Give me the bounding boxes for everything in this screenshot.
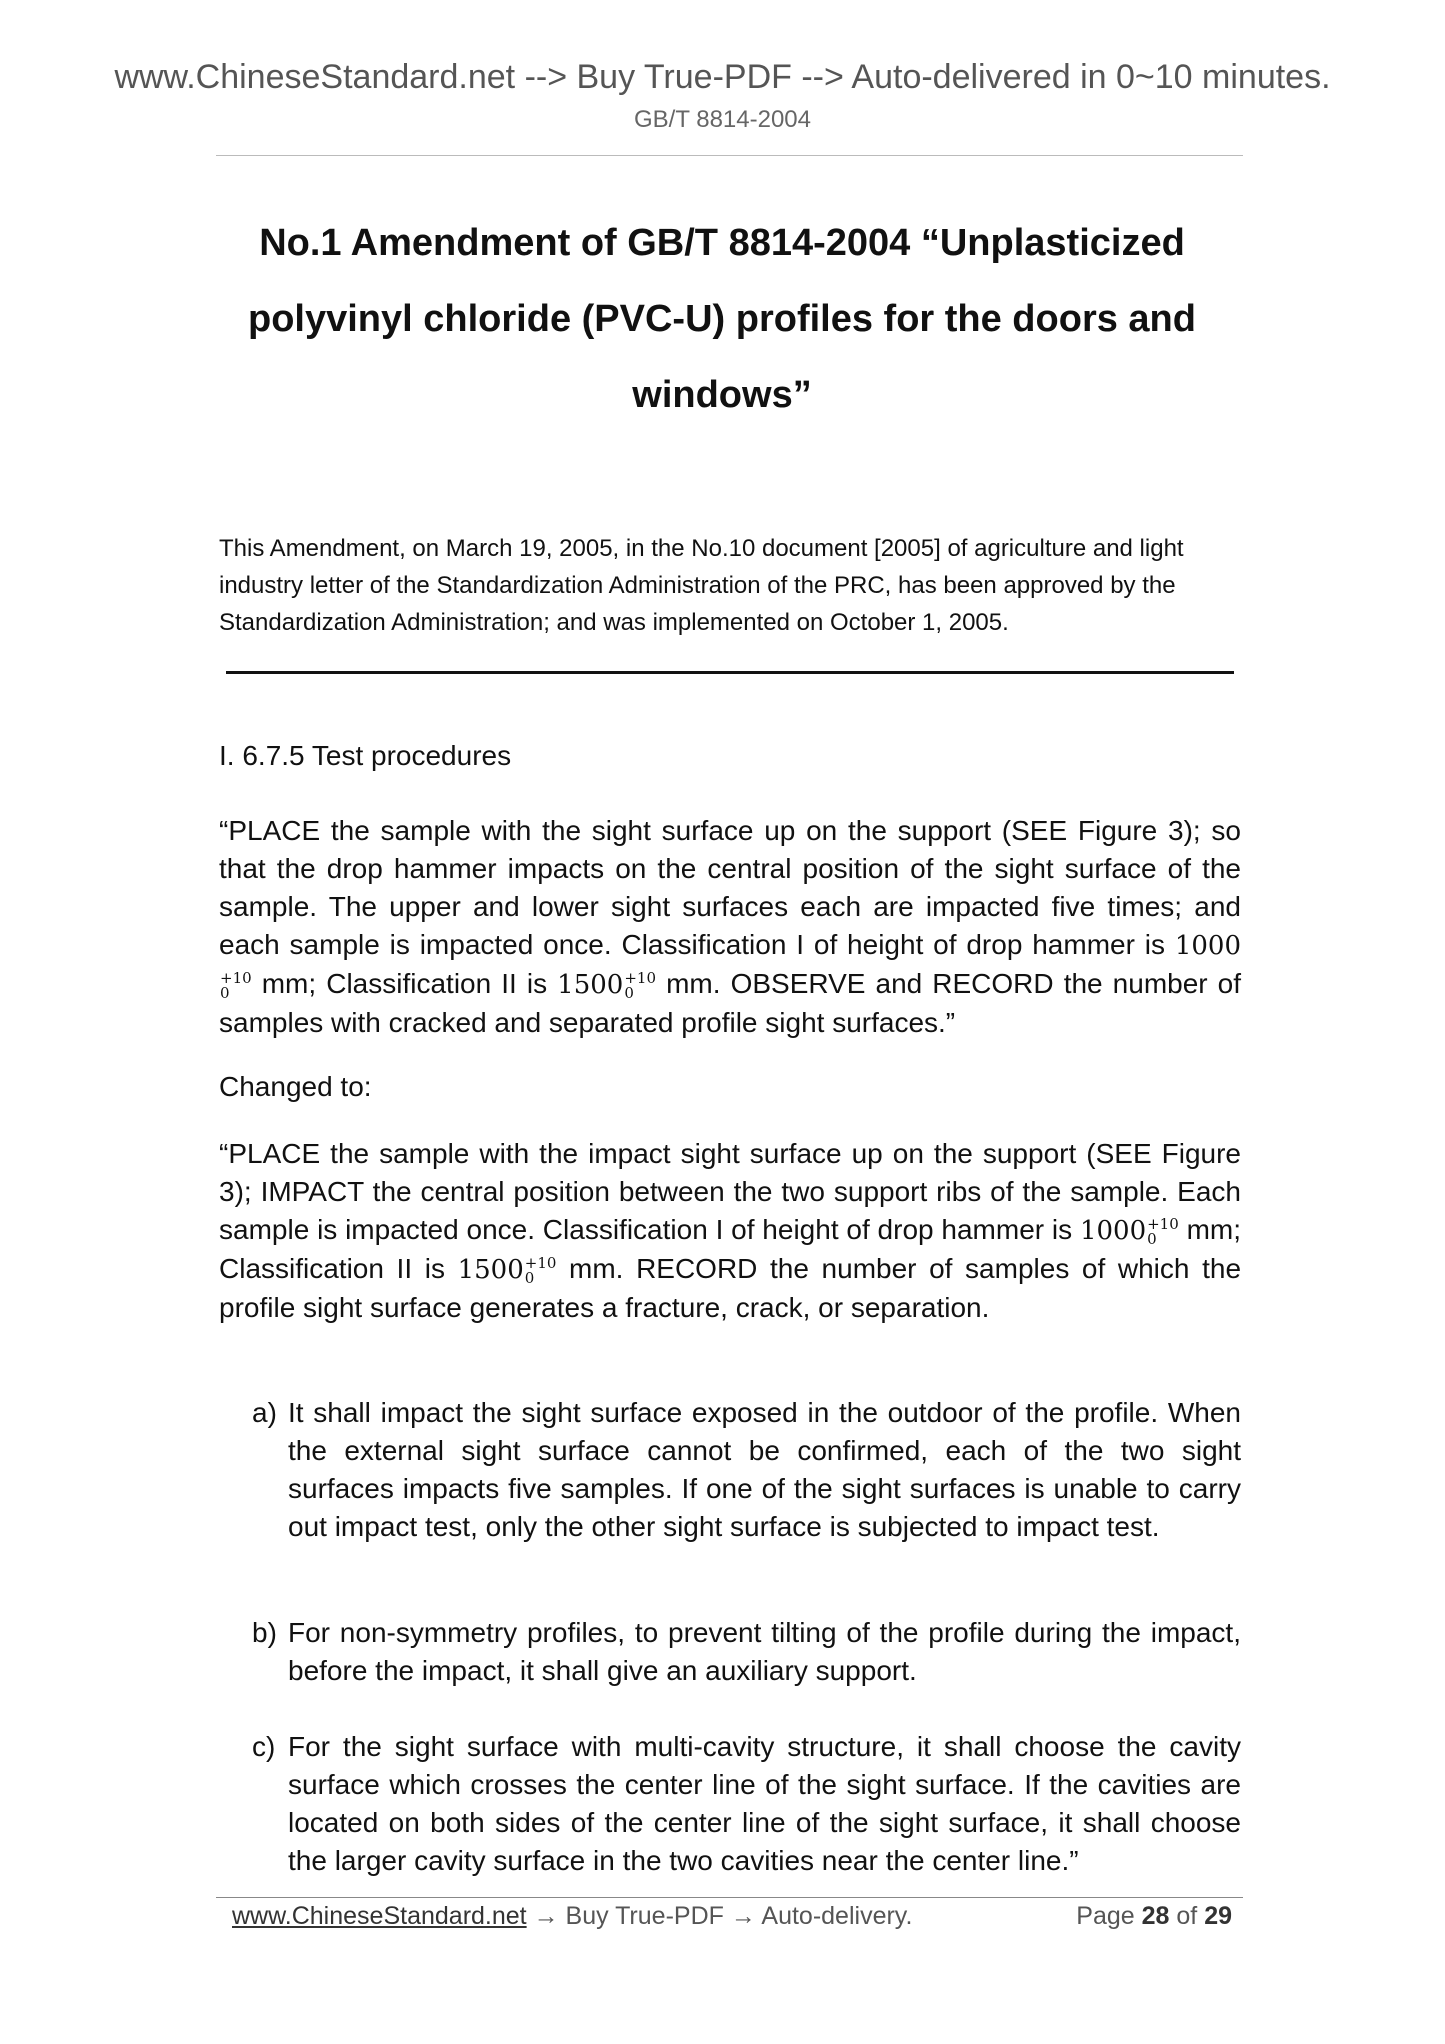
header-site-line: www.ChineseStandard.net --> Buy True-PDF --> Auto-delivered in 0~10 minutes. (114, 58, 1331, 96)
footer-divider (216, 1897, 1243, 1898)
page-indicator (1076, 1902, 1232, 1931)
list-item (252, 1614, 1241, 1690)
original-text-paragraph (219, 812, 1241, 1042)
original-height-class-2: 1500 (557, 970, 624, 1000)
page-label: Page (1076, 1902, 1135, 1930)
tolerance-lower: 0 (524, 1268, 535, 1287)
changed-height-class-2: 1500 (457, 1255, 524, 1285)
title-line-3: windows” (632, 374, 812, 416)
tolerance-upper: +10 (524, 1253, 557, 1272)
original-text-part-3: mm. OBSERVE and RECORD the number of samples with cracked and separated profile sight surfaces.” (219, 968, 1242, 1038)
header-doc-code: GB/T 8814-2004 (633, 106, 811, 133)
original-height-class-1: 1000 (1174, 931, 1241, 961)
amendment-intro: This Amendment, on March 19, 2005, in the No.10 document [2005] of agriculture and light industry letter of the Standardization Administration of the PRC, has been approved by the Standardization Administration; and was implemented on October 1, 2005. (219, 535, 1184, 636)
document-title (200, 205, 1244, 433)
page-total: 29 (1204, 1902, 1232, 1930)
footer-tagline: → Buy True-PDF → Auto-delivery. (526, 1902, 913, 1930)
page-footer (232, 1902, 1232, 1931)
list-item (252, 1728, 1241, 1880)
changed-text-paragraph (219, 1135, 1241, 1327)
list-item-text: It shall impact the sight surface exposed in the outdoor of the profile. When the external sight surface cannot be confirmed, each of the two sight surfaces impacts five samples. If one of the sight surfaces is unable to carry out impact test, only the other sight surface is subjected to impact test. (288, 1397, 1241, 1542)
list-item-text: For the sight surface with multi-cavity structure, it shall choose the cavity surface which crosses the center line of the sight surface. If the cavities are located on both sides of the center line of the sight surface, it shall choose the larger cavity surface in the two cavities near the center line.” (288, 1731, 1241, 1876)
changed-tolerance-1 (1147, 1214, 1179, 1248)
original-tolerance-1 (220, 968, 252, 1002)
original-tolerance-2 (624, 968, 656, 1002)
title-line-1: No.1 Amendment of GB/T 8814-2004 “Unplasticized (259, 222, 1185, 264)
original-text-part-2: mm; Classification II is (261, 968, 548, 999)
header-divider (216, 155, 1243, 156)
changed-text-part-1: “PLACE the sample with the impact sight surface up on the support (SEE Figure 3); IMPACT the central position between the two support ribs of the sample. Each sample is impacted once. Classification I of height of drop hammer is (219, 1138, 1241, 1245)
changed-text-part-3: mm. RECORD the number of samples of which the profile sight surface generates a fracture, crack, or separation. (219, 1253, 1242, 1323)
page-current: 28 (1141, 1902, 1170, 1930)
list-item-marker: a) (252, 1397, 277, 1428)
tolerance-upper: +10 (1147, 1214, 1179, 1233)
section-heading: I. 6.7.5 Test procedures (219, 740, 512, 771)
list-item-marker: b) (252, 1617, 277, 1648)
footer-site-link[interactable]: www.ChineseStandard.net (232, 1902, 527, 1930)
list-item (252, 1394, 1241, 1546)
title-line-2: polyvinyl chloride (PVC-U) profiles for the doors and (248, 298, 1196, 340)
section-divider (226, 671, 1234, 674)
changed-height-class-1: 1000 (1079, 1216, 1147, 1246)
of-label: of (1176, 1902, 1198, 1930)
changed-tolerance-2 (524, 1253, 557, 1287)
original-text-part-1: “PLACE the sample with the sight surface up on the support (SEE Figure 3); so that the drop hammer impacts on the central position of the sight surface of the sample. The upper and lower sight surfaces each are impacted five times; and each sample is impacted once. Classification I of height of drop hammer is (219, 815, 1241, 960)
tolerance-lower: 0 (220, 983, 230, 1002)
tolerance-upper: +10 (220, 968, 252, 987)
changed-to-label: Changed to: (219, 1071, 372, 1102)
list-item-marker: c) (252, 1731, 276, 1762)
changed-text-part-2: mm; Classification II is (219, 1214, 1242, 1284)
list-item-text: For non-symmetry profiles, to prevent tilting of the profile during the impact, before the impact, it shall give an auxiliary support. (288, 1617, 1241, 1686)
tolerance-upper: +10 (624, 968, 656, 987)
tolerance-lower: 0 (624, 983, 634, 1002)
tolerance-lower: 0 (1147, 1229, 1157, 1248)
